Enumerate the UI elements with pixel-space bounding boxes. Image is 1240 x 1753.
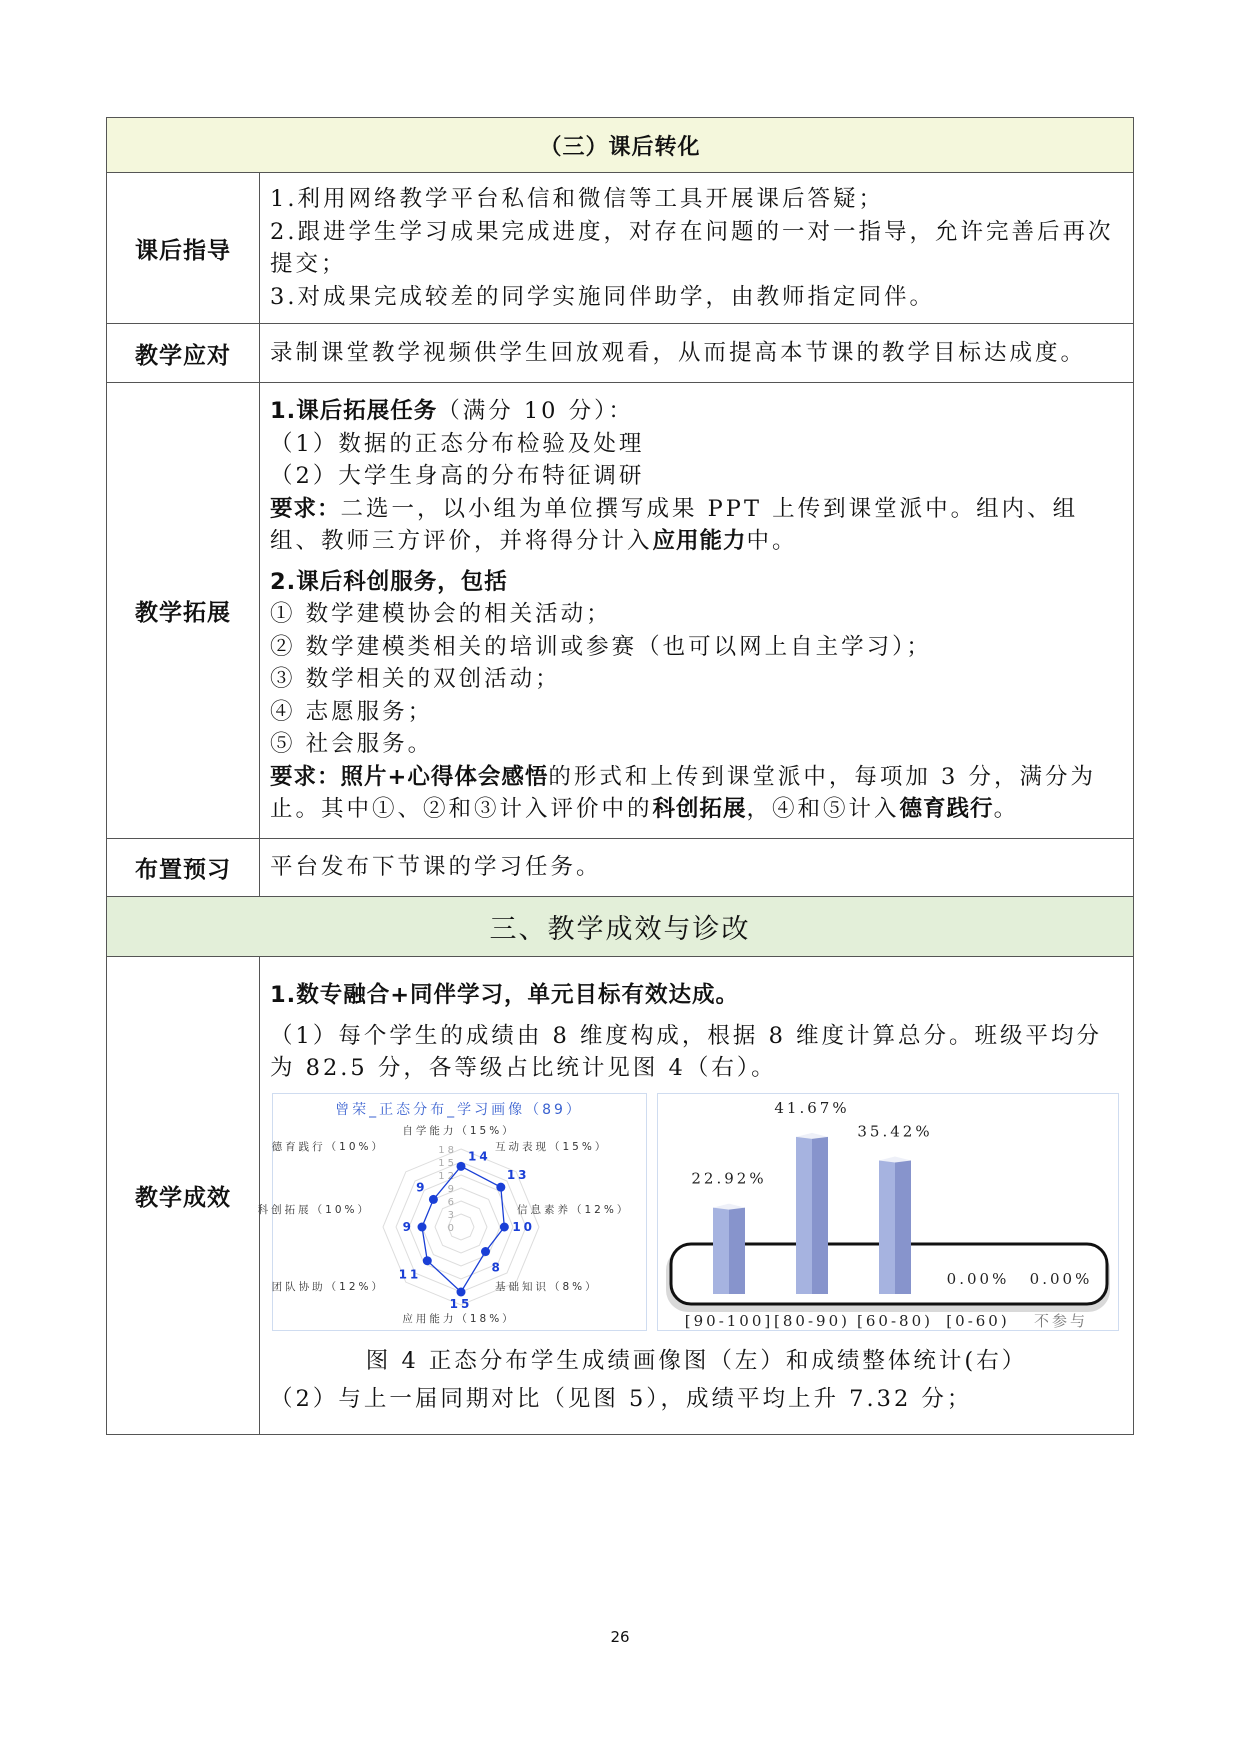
requirement-1 [270, 493, 1123, 558]
req-text: ，④和⑤计入 [746, 796, 900, 823]
req-text: 。 [993, 796, 1020, 823]
preview-content: 平台发布下节课的学习任务。 [260, 839, 1134, 897]
req-bold: 应用能力 [652, 528, 747, 555]
task1-item: （2）大学生身高的分布特征调研 [270, 463, 645, 490]
radar-value-label: 9 [402, 1219, 414, 1234]
row-label-guidance: 课后指导 [107, 173, 260, 324]
req-bold: 科创拓展 [652, 796, 747, 823]
radar-axis-label: 互动表现（15%） [495, 1140, 609, 1153]
bar-front [796, 1137, 812, 1294]
radar-value-label: 13 [506, 1167, 530, 1182]
guidance-line: 1.利用网络教学平台私信和微信等工具开展课后答疑； [270, 186, 884, 212]
radar-chart-svg [257, 1094, 646, 1330]
radar-value-label: 10 [512, 1219, 536, 1234]
results-para1: （1）每个学生的成绩由 8 维度构成，根据 8 维度计算总分。班级平均分为 82.5 分，各等级占比统计见图 4（右）。 [270, 1022, 1103, 1082]
req-text: 中。 [746, 528, 798, 555]
radar-point [481, 1247, 490, 1256]
task2-item: ④ 志愿服务； [270, 698, 434, 725]
radar-point [423, 1256, 432, 1265]
radar-axis-label: 德育践行（10%） [271, 1140, 385, 1153]
task2-item: ① 数学建模协会的相关活动； [270, 601, 612, 628]
bar-side [895, 1160, 911, 1294]
results-heading: 1.数专融合+同伴学习，单元目标有效达成。 [270, 982, 740, 1009]
radar-value-label: 14 [468, 1149, 491, 1164]
task2-item: ⑤ 社会服务。 [270, 731, 434, 758]
lesson-table [106, 117, 1134, 1435]
bar-front [713, 1207, 729, 1293]
radar-axis-label: 团队协助（12%） [271, 1280, 385, 1293]
task1-score: （满分 10 分）： [437, 398, 634, 425]
radar-axis-label: 信息素养（12%） [517, 1203, 631, 1216]
bar-category-label: [0-60) [946, 1311, 1010, 1330]
bar-category-label: 不参与 [1033, 1311, 1089, 1330]
bar-value-label: 22.92% [691, 1169, 767, 1188]
section-header: （三）课后转化 [107, 118, 1134, 173]
radar-title: 曾荣_正态分布_学习画像（89） [335, 1101, 583, 1118]
task2-item: ② 数学建模类相关的培训或参赛（也可以网上自主学习）； [270, 633, 932, 660]
req-text: 的形式和上传到课堂派中，每项加 3 分，满分为止。其中①、②和③计入评价中的 [270, 763, 1096, 823]
bar-value-label: 0.00% [1029, 1269, 1093, 1288]
radar-tick-label: 6 [447, 1196, 457, 1208]
radar-value-label: 9 [416, 1180, 428, 1195]
radar-grid-ring [435, 1201, 487, 1253]
radar-tick-label: 3 [447, 1209, 457, 1221]
radar-value-label: 15 [449, 1296, 473, 1311]
task2-title: 2.课后科创服务，包括 [270, 568, 508, 595]
bar-chart-svg [658, 1094, 1118, 1330]
task1-item: （1）数据的正态分布检验及处理 [270, 430, 645, 457]
radar-axis-label: 自学能力（15%） [402, 1124, 516, 1137]
requirement-2 [270, 761, 1123, 826]
radar-value-label: 11 [398, 1267, 422, 1282]
task2-item: ③ 数学相关的双创活动； [270, 666, 561, 693]
bar-chart [657, 1093, 1119, 1331]
figure-caption: 图 4 正态分布学生成绩画像图（左）和成绩整体统计(右） [365, 1347, 1028, 1374]
radar-point [418, 1222, 427, 1231]
radar-axis-label: 应用能力（18%） [402, 1312, 516, 1325]
req-label: 要求：照片+心得体会感悟 [270, 763, 549, 790]
radar-tick-label: 15 [438, 1157, 457, 1169]
guidance-content [260, 173, 1134, 324]
req-bold: 德育践行 [899, 796, 994, 823]
radar-axis-label: 基础知识（8%） [495, 1280, 599, 1293]
section2-header: 三、教学成效与诊改 [107, 897, 1134, 957]
row-label-results: 教学成效 [107, 957, 260, 1435]
extension-content [260, 383, 1134, 839]
bar-side [729, 1207, 745, 1293]
bar-category-label: [60-80) [857, 1311, 933, 1330]
bar-category-label: [90-100] [684, 1311, 774, 1330]
radar-tick-label: 12 [438, 1170, 457, 1182]
radar-tick-label: 0 [447, 1222, 457, 1234]
bar-category-label: [80-90) [774, 1311, 850, 1330]
page-number: 26 [610, 1628, 630, 1646]
row-label-response: 教学应对 [107, 324, 260, 383]
results-para2: （2）与上一届同期对比（见图 5），成绩平均上升 7.32 分； [270, 1386, 973, 1413]
bar-value-label: 0.00% [946, 1269, 1010, 1288]
radar-point [457, 1287, 466, 1296]
results-content [257, 957, 1134, 1435]
radar-axis-label: 科创拓展（10%） [257, 1203, 371, 1216]
guidance-line: 3.对成果完成较差的同学实施同伴助学，由教师指定同伴。 [270, 283, 935, 310]
radar-value-label: 8 [491, 1260, 503, 1275]
guidance-line: 2.跟进学生学习成果完成进度，对存在问题的一对一指导，允许完善后再次提交； [270, 218, 1114, 277]
req-label: 要求： [270, 495, 341, 522]
radar-point [429, 1195, 438, 1204]
radar-point [496, 1182, 505, 1191]
radar-tick-label: 9 [447, 1183, 457, 1195]
radar-tick-label: 18 [438, 1144, 457, 1156]
req-text: 二选一，以小组为单位撰写成果 PPT 上传到课堂派中。组内、组组、教师三方评价，并将得分计入 [270, 495, 1079, 555]
task1-title: 1.课后拓展任务 [270, 398, 438, 425]
bar-value-label: 41.67% [774, 1098, 850, 1117]
bar-value-label: 35.42% [857, 1122, 933, 1141]
radar-point [457, 1162, 466, 1171]
bar-front [879, 1160, 895, 1294]
response-content: 录制课堂教学视频供学生回放观看，从而提高本节课的教学目标达成度。 [260, 324, 1134, 383]
row-label-extension: 教学拓展 [107, 383, 260, 839]
radar-chart [257, 1093, 647, 1331]
bar-side [812, 1137, 828, 1294]
row-label-preview: 布置预习 [107, 839, 260, 897]
radar-point [500, 1222, 509, 1231]
